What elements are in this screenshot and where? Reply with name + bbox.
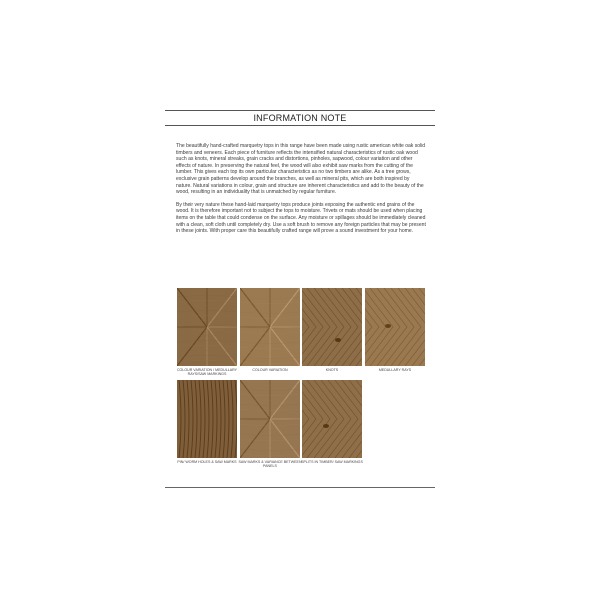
wood-texture — [365, 288, 425, 366]
sample-photo — [365, 288, 425, 366]
photo-caption: PIN/ WORM HOLES & SAW MARKS — [177, 460, 237, 464]
wood-texture — [302, 380, 362, 458]
wood-texture — [177, 380, 237, 458]
paragraph-2: By their very nature these hand-laid marquetry tops produce joints exposing the authentic end grains of the wood. It is therefore important not to subject the tops to moisture. Trivets or mats should be used when placing items on the table that could condense on the surface. Any moisture or spillages should be immediately cleaned with a clean, soft cloth until completely dry. Use a soft brush to remove any foreign particles that may be present in these joints. With proper care this beautifully crafted range will prove a sound investment for your home. — [176, 201, 426, 235]
photo-caption: COLOUR VARIATION / MEDULLARY RAYS/SAW MARKINGS — [176, 368, 238, 377]
sample-photo — [240, 288, 300, 366]
wood-texture — [302, 288, 362, 366]
sample-photo — [177, 288, 237, 366]
photo-caption: SAW MARKS & VARIANCE BETWEEN PANELS — [238, 460, 302, 469]
sample-photo — [240, 380, 300, 458]
photo-caption: KNOTS — [325, 368, 339, 372]
paragraph-1: The beautifully hand-crafted marquetry tops in this range have been made using rustic american white oak solid timbers and veneers. Each piece of furniture reflects the intensified natural characteristics of rustic oak wood such as knots, mineral streaks, grain cracks and distortions, pinholes, sapwood, colour variation and other effects of nature. In preserving the natural feel, the wood will also exhibit saw marks from the cutting of the lumber. This gives each top its own particular characteristics as no two timbers are alike. As a tree grows, exclusive grain patterns develop around the branches, as well as mineral pits, which are both inspired by nature. Natural variations in colour, grain and structure are inherent characteristics and add to the beauty of the wood, resulting in an individuality that is unmatched by regular furniture. — [176, 143, 426, 196]
sample-photo — [302, 380, 362, 458]
photo-caption: MEDULLARY RAYS — [378, 368, 412, 372]
body-text — [176, 143, 426, 241]
footer-rule — [165, 487, 435, 488]
photo-caption: SPLITS IN TIMBER/ SAW MARKINGS — [301, 460, 363, 464]
title-rule-bottom — [165, 125, 435, 126]
wood-texture — [240, 380, 300, 458]
wood-texture — [240, 288, 300, 366]
wood-texture — [177, 288, 237, 366]
sample-photo — [302, 288, 362, 366]
sample-photo — [177, 380, 237, 458]
photo-caption: COLOUR VARIATION — [252, 368, 288, 372]
page-title: INFORMATION NOTE — [253, 113, 347, 123]
